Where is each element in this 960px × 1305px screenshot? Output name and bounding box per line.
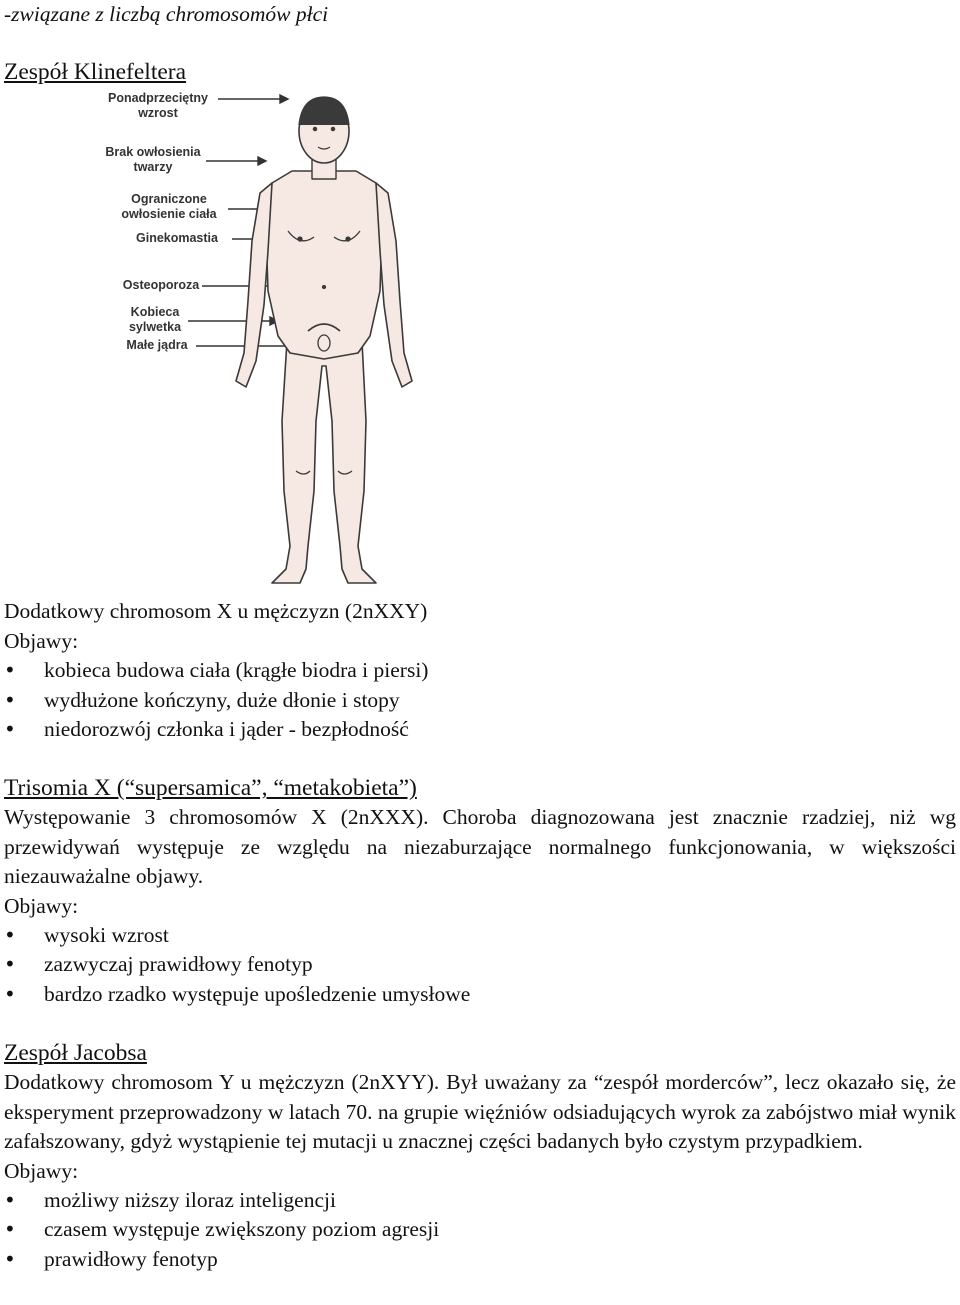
jacobs-symptoms-label: Objawy: — [4, 1158, 79, 1183]
label-tall-stature: Ponadprzeciętny wzrost — [107, 91, 209, 121]
label-small-testes: Małe jądra — [126, 338, 188, 353]
intro-line: -związane z liczbą chromosomów płci — [4, 2, 329, 26]
trisomy-symptoms-label: Objawy: — [4, 893, 79, 918]
list-item: • kobieca budowa ciała (krągłe biodra i piersi) — [4, 656, 956, 685]
list-item: • wysoki wzrost — [4, 921, 956, 950]
list-item: • możliwy niższy iloraz inteligencji — [4, 1186, 956, 1215]
list-item: • niedorozwój członka i jąder - bezpłodność — [4, 715, 956, 744]
label-limited-body-hair: Ograniczone owłosienie ciała — [121, 192, 217, 222]
jacobs-heading: Zespół Jacobsa — [4, 1040, 147, 1067]
klinefelter-figure — [100, 91, 520, 589]
jacobs-symptoms-list — [4, 1186, 956, 1274]
jacobs-description: Dodatkowy chromosom Y u mężczyzn (2nXYY). Był uważany za “zespół morderców”, lecz okazało się, że eksperyment przeprowadzony w latach 70. na grupie więźniów odsiadujących wyrok za zabójstwo miał wynik zafałszowany, gdyż wystąpienie tej mutacji u znacznej części badanych było czystym przypadkiem. — [4, 1070, 956, 1154]
klinefelter-heading: Zespół Klinefeltera — [4, 59, 187, 86]
klinefelter-symptoms-list — [4, 656, 956, 744]
trisomy-heading: Trisomia X (“supersamica”, “metakobieta”) — [4, 775, 417, 802]
list-item: • bardzo rzadko występuje upośledzenie umysłowe — [4, 980, 956, 1009]
label-gynecomastia: Ginekomastia — [136, 231, 218, 246]
klinefelter-description: Dodatkowy chromosom X u mężczyzn (2nXXY) — [4, 599, 428, 624]
label-female-silhouette: Kobieca sylwetka — [128, 305, 182, 335]
list-item: • czasem występuje zwiększony poziom agresji — [4, 1215, 956, 1244]
document-page — [4, 0, 956, 1274]
label-osteoporosis: Osteoporoza — [122, 278, 200, 293]
trisomy-description: Występowanie 3 chromosomów X (2nXXX). Choroba diagnozowana jest znacznie rzadziej, niż wg przewidywań występuje ze względu na niezaburzające normalnego funkcjonowania, w większości niezauważalne objawy. — [4, 805, 956, 889]
label-no-facial-hair: Brak owłosienia twarzy — [105, 145, 201, 175]
klinefelter-symptoms-label: Objawy: — [4, 628, 79, 653]
list-item: • prawidłowy fenotyp — [4, 1245, 956, 1274]
trisomy-symptoms-list — [4, 921, 956, 1009]
list-item: • wydłużone kończyny, duże dłonie i stopy — [4, 686, 956, 715]
list-item: • zazwyczaj prawidłowy fenotyp — [4, 950, 956, 979]
